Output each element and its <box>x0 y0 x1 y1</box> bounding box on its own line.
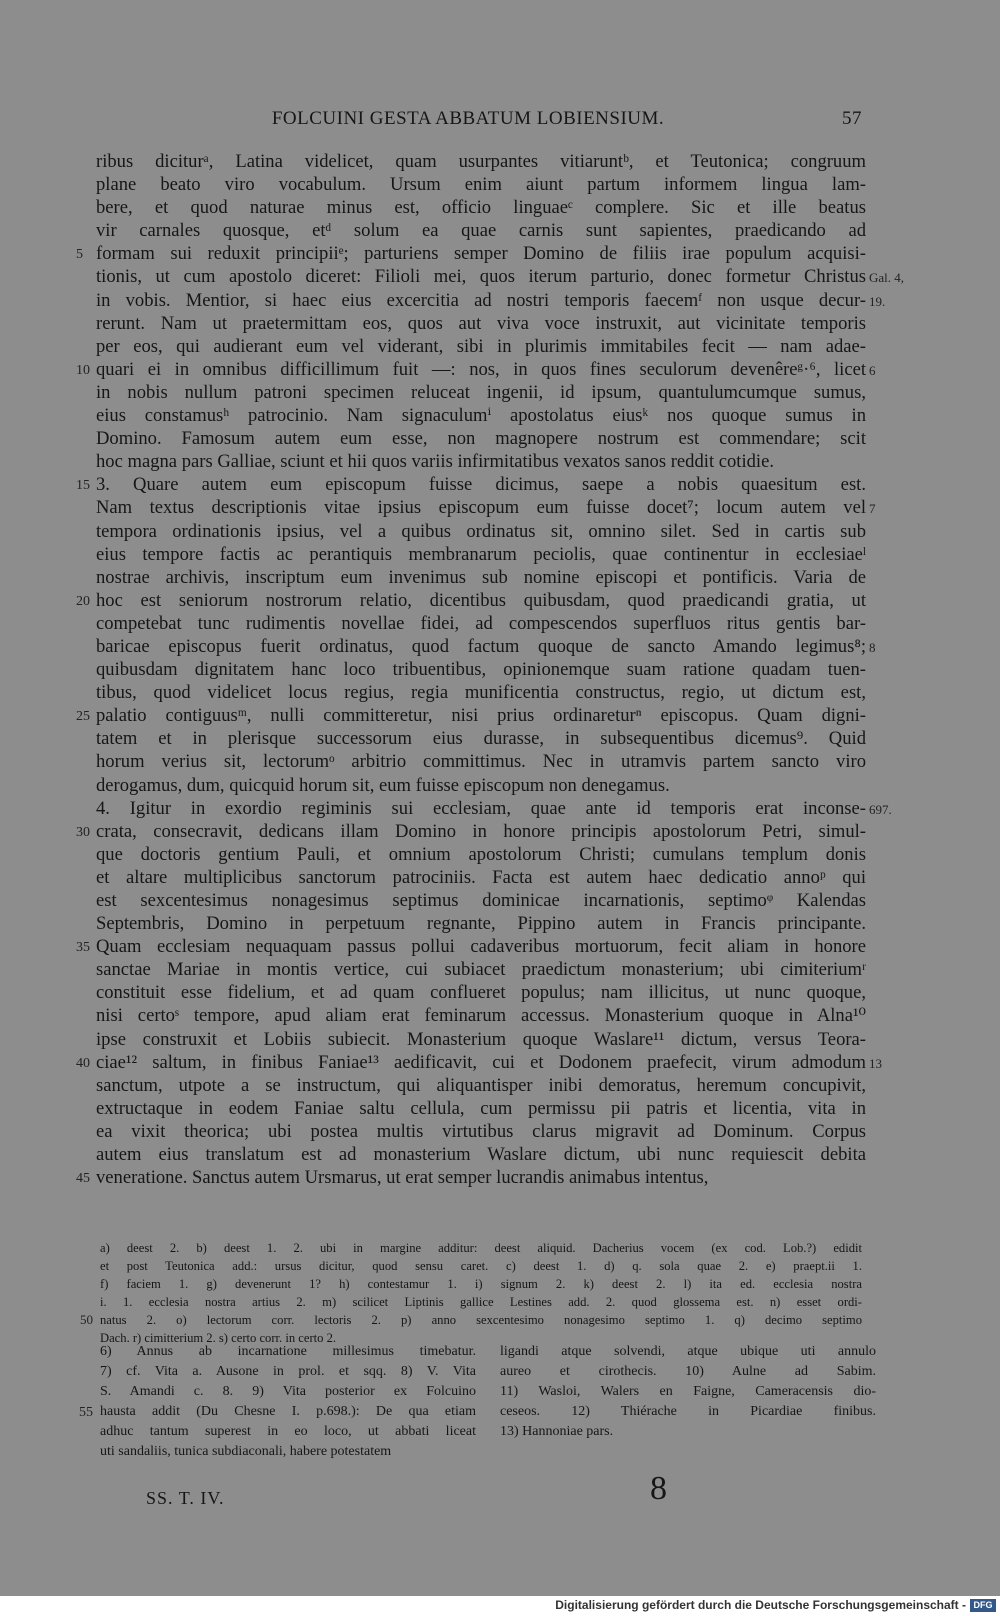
text-line <box>96 265 905 288</box>
line-text: horum verius sit, lectorumᵒ arbitrio committimus. Nec in utramvis partem sancto viro <box>96 751 866 773</box>
line-number: 35 <box>76 940 90 956</box>
line-number: 30 <box>76 824 90 840</box>
critical-apparatus <box>80 1239 862 1347</box>
line-text: Dach. r) cimitterium 2. s) certo corr. in certo 2. <box>100 1331 337 1345</box>
explanatory-notes-right <box>500 1342 876 1442</box>
line-text: 13) Hannoniae pars. <box>500 1424 614 1439</box>
line-text: i. 1. ecclesia nostra artius 2. m) scilicet Liptinis gallice Lestines add. 2. quod glossema est. n) esset ordi- <box>100 1295 862 1309</box>
line-text: rerunt. Nam ut praetermittam eos, quos aut viva voce instruxit, aut vicinitate temporis <box>96 312 866 334</box>
dfg-logo: DFG <box>970 1599 996 1612</box>
line-text: sanctum, utpote a se instructum, qui aliquantisper inibi demoratus, heremum concupivit, <box>96 1074 866 1096</box>
text-line <box>96 1143 866 1166</box>
text-line <box>76 935 866 958</box>
line-text: quibusdam dignitatem hanc loco tribuentibus, opinionemque suam ratione quadam tuen- <box>96 659 866 681</box>
line-text: 4. Igitur in exordio regiminis sui ecclesiam, quae ante id temporis erat inconse- <box>96 797 866 819</box>
page-number: 57 <box>842 108 862 129</box>
line-text: eius tempore factis ac perantiquis membranarum peciolis, quae continentur in ecclesiaeˡ <box>96 543 866 565</box>
text-line <box>100 1239 862 1257</box>
explanatory-notes-left <box>79 1342 476 1462</box>
text-line <box>76 1051 882 1074</box>
funding-notice: Digitalisierung gefördert durch die Deutsche Forschungsgemeinschaft - <box>555 1598 966 1612</box>
text-line <box>96 1028 866 1051</box>
text-line <box>96 612 866 635</box>
text-line <box>76 473 866 496</box>
line-text: est sexcentesimus nonagesimus septimus dominicae incarnationis, septimoᵠ Kalendas <box>96 890 866 911</box>
line-text: Nam textus descriptionis vitae ipsius episcopum eum fuisse docet⁷; locum autem vel <box>96 497 866 519</box>
line-text: in nobis nullum patroni specimen reluceat ingenii, id ipsum, quantulumcumque sumus, <box>96 381 866 403</box>
text-line <box>96 496 876 519</box>
text-line <box>96 427 866 450</box>
text-line <box>76 704 866 727</box>
line-number: 55 <box>79 1405 93 1420</box>
line-text: a) deest 2. b) deest 1. 2. ubi in margine additur: deest aliquid. Dacherius vocem (ex cod. Lob.?) edidit <box>100 1241 862 1255</box>
line-text: sanctae Mariae in montis vertice, cui subiacet praedictum monasterium; ubi cimiteriumʳ <box>96 959 866 981</box>
line-text: baricae episcopus fuerit ordinatus, quod factum quoque de sancto Amando legimus⁸; <box>96 635 866 657</box>
text-line <box>96 520 866 543</box>
line-text: adhuc tantum superest in eo loco, ut abbati liceat <box>100 1424 476 1439</box>
line-text: Quam ecclesiam nequaquam passus pollui cadaveribus mortuorum, fecit aliam in honore <box>96 936 866 958</box>
line-text: ligandi atque solvendi, atque ubique uti annulo <box>500 1344 876 1359</box>
line-text: per eos, qui audierant eum vel viderant, sibi in plurimis immitabiles fecit — nam adae- <box>96 335 866 357</box>
line-text: tionis, ut cum apostolo diceret: Filioli mei, quos iterum parturio, donec formetur Christus <box>96 266 866 288</box>
line-text: derogamus, dum, quicquid horum sit, eum fuisse episcopum non denegamus. <box>96 774 670 796</box>
line-number: 15 <box>76 478 90 494</box>
text-line <box>96 681 866 704</box>
line-number: 40 <box>76 1055 90 1071</box>
text-line <box>96 774 866 797</box>
line-text: f) faciem 1. g) devenerunt 1? h) contestamur 1. i) signum 2. k) deest 2. l) ita ed. ecclesia nostra <box>100 1277 862 1291</box>
margin-note: 7 <box>869 501 876 517</box>
line-text: tibus, quod videlicet locus regius, regia munificentia constructus, regio, ut dictum est, <box>96 682 866 704</box>
line-text: palatio contiguusᵐ, nulli committeretur, nisi prius ordinareturⁿ episcopus. Quam digni- <box>96 705 866 727</box>
text-line <box>100 1422 476 1442</box>
page-header <box>0 108 1000 138</box>
line-text: ribus diciturᵃ, Latina videlicet, quam usurpantes vitiaruntᵇ, et Teutonica; congruum <box>96 151 866 172</box>
line-text: et post Teutonica add.: ursus dicitur, quod sensu caret. c) deest 1. d) q. sola quae 2. e) praept.ii 1. <box>100 1259 862 1273</box>
text-line <box>96 450 866 473</box>
line-text: tatem et in plerisque successorum eius durasse, in subsequentibus dicemus⁹. Quid <box>96 728 866 750</box>
line-text: Septembris, Domino in perpetuum regnante, Pippino autem in Francis principante. <box>96 913 866 935</box>
text-line <box>96 635 876 658</box>
line-text: ceseos. 12) Thiérache in Picardiae finibus. <box>500 1404 876 1419</box>
text-line <box>96 727 866 750</box>
line-text: crata, consecravit, dedicans illam Domino in honore principis apostolorum Petri, simul- <box>96 820 866 842</box>
text-line <box>76 589 866 612</box>
line-number: 5 <box>76 247 83 263</box>
text-line <box>76 820 866 843</box>
line-text: 7) cf. Vita a. Ausone in prol. et sqq. 8) V. Vita <box>100 1364 476 1379</box>
text-line <box>96 335 866 358</box>
text-line <box>96 1004 866 1027</box>
line-text: nisi certoˢ tempore, apud aliam erat feminarum accessus. Monasterium quoque in Alna¹⁰ <box>96 1005 866 1027</box>
text-line <box>96 196 866 219</box>
text-line <box>96 797 892 820</box>
text-line <box>96 912 866 935</box>
text-line <box>76 242 866 265</box>
line-text: vir carnales quosque, etᵈ solum ea quae carnis sunt sapientes, praedicando ad <box>96 220 866 242</box>
line-number: 45 <box>76 1171 90 1187</box>
line-text: 11) Wasloi, Walers en Faigne, Cameracensis dio- <box>500 1384 876 1399</box>
text-line <box>500 1362 876 1382</box>
text-line <box>96 543 866 566</box>
text-line <box>96 958 866 981</box>
line-text: Domino. Famosum autem eum esse, non magnopere nostrum est commendare; scit <box>96 428 866 450</box>
text-line <box>96 381 866 404</box>
sheet-number: 8 <box>650 1470 667 1507</box>
line-text: tempora ordinationis ipsius, vel a quibus ordinatus sit, omnino silet. Sed in cartis sub <box>96 520 866 542</box>
margin-note: 8 <box>869 639 876 655</box>
main-text-block <box>76 150 905 1189</box>
line-number: 10 <box>76 362 90 378</box>
text-line <box>96 1074 866 1097</box>
line-text: hausta addit (Du Chesne I. p.698.): De qua etiam <box>100 1404 476 1419</box>
line-text: 6) Annus ab incarnatione millesimus timebatur. <box>100 1344 476 1359</box>
text-line <box>96 658 866 681</box>
line-text: ea vixit theorica; ubi postea multis virtutibus clarus migravit ad Dominum. Corpus <box>96 1120 866 1142</box>
text-line <box>96 173 866 196</box>
text-line <box>500 1422 876 1442</box>
running-title: FOLCUINI GESTA ABBATUM LOBIENSIUM. <box>271 108 665 129</box>
margin-note: 697. <box>869 801 892 817</box>
text-line <box>500 1382 876 1402</box>
text-line <box>96 750 866 773</box>
text-line <box>96 1097 866 1120</box>
text-line <box>96 843 866 866</box>
text-line <box>100 1293 862 1311</box>
line-text: autem eius translatum est ad monasterium Waslare dictum, ubi nunc requiescit debita <box>96 1144 866 1166</box>
text-line <box>96 289 886 312</box>
line-text: nostrae archivis, inscriptum eum invenimus sub nomine episcopi et pontificis. Varia de <box>96 566 866 588</box>
line-text: formam sui reduxit principiiᵉ; parturiens semper Domino de filiis irae populum acquisi- <box>96 243 866 265</box>
line-text: eius constamusʰ patrocinio. Nam signaculumⁱ apostolatus eiusᵏ nos quoque sumus in <box>96 405 866 427</box>
line-text: aureo et cirothecis. 10) Aulne ad Sabim. <box>500 1364 876 1379</box>
line-text: uti sandaliis, tunica subdiaconali, habere potestatem <box>100 1444 392 1459</box>
text-line <box>100 1382 476 1402</box>
text-line <box>80 1311 862 1329</box>
line-text: plane beato viro vocabulum. Ursum enim aiunt partum informem lingua lam- <box>96 174 866 196</box>
text-line <box>100 1257 862 1275</box>
line-text: extructaque in eodem Faniae saltu cellula, cum permissu pii patris et licentia, vita in <box>96 1097 866 1119</box>
line-text: constituit esse fidelium, et ad quam conflueret populus; nam illicitus, ut nunc quoque, <box>96 982 866 1004</box>
line-text: 3. Quare autem eum episcopum fuisse dicimus, saepe a nobis quaesitum est. <box>96 474 866 496</box>
text-line <box>500 1402 876 1422</box>
text-line <box>96 150 866 173</box>
line-number: 20 <box>76 593 90 609</box>
text-line <box>76 1166 866 1189</box>
line-text: competebat tunc rudimentis novellae fidei, ad compescendos superfluos ritus gentis bar- <box>96 612 866 634</box>
line-text: hoc magna pars Galliae, sciunt et hii quos variis infirmitatibus vexatos sanos reddit cotidie. <box>96 451 774 473</box>
line-text: quari ei in omnibus difficillimum fuit —: nos, in quos fines seculorum devenêreᵍ·⁶, licet <box>96 358 866 380</box>
text-line <box>96 981 866 1004</box>
margin-note: 19. <box>869 293 886 309</box>
line-number: 50 <box>80 1312 93 1327</box>
line-text: ipse construxit et Lobiis subiecit. Monasterium quoque Waslare¹¹ dictum, versus Teora- <box>96 1028 866 1050</box>
explanatory-notes <box>79 1342 876 1462</box>
line-text: bere, et quod naturae minus est, officio linguaeᶜ complere. Sic et ille beatus <box>96 197 866 219</box>
text-line <box>79 1402 476 1422</box>
text-line <box>500 1342 876 1362</box>
line-text: que doctoris gentium Pauli, et omnium apostolorum Christi; cumulans templum donis <box>96 843 866 865</box>
text-line <box>96 566 866 589</box>
line-text: in vobis. Mentior, si haec eius excercitia ad nostri temporis faecemᶠ non usque decur- <box>96 289 866 311</box>
margin-note: Gal. 4, <box>869 270 905 286</box>
line-text: natus 2. o) lectorum corr. lectoris 2. p) anno sexcentesimo nonagesimo septimo 1. q) decimo septimo <box>100 1313 862 1327</box>
line-text: veneratione. Sanctus autem Ursmarus, ut erat semper lucrandis animabus intentus, <box>96 1167 709 1189</box>
line-text: S. Amandi c. 8. 9) Vita posterior ex Folcuino <box>100 1384 476 1399</box>
text-line <box>100 1362 476 1382</box>
margin-note: 6 <box>869 362 876 378</box>
line-text: et altare multiplicibus sanctorum patrociniis. Facta est autem haec dedicatio annoᵖ qui <box>96 866 866 888</box>
text-line <box>96 866 866 889</box>
digitization-bar <box>0 1596 1000 1616</box>
text-line <box>96 312 866 335</box>
text-line <box>96 404 866 427</box>
text-line <box>100 1442 476 1462</box>
margin-note: 13 <box>869 1055 882 1071</box>
text-line <box>100 1275 862 1293</box>
signature-mark: SS. T. IV. <box>146 1488 225 1508</box>
text-line <box>76 358 876 381</box>
line-text: hoc est seniorum nostrorum relatio, dicentibus quibusdam, quod praedicandi gratia, ut <box>96 589 866 611</box>
text-line <box>96 889 866 912</box>
line-number: 25 <box>76 709 90 725</box>
text-line <box>96 219 866 242</box>
text-line <box>100 1342 476 1362</box>
line-text: ciae¹² saltum, in finibus Faniae¹³ aedificavit, cui et Dodonem praefecit, virum admodum <box>96 1051 866 1073</box>
text-line <box>96 1120 866 1143</box>
